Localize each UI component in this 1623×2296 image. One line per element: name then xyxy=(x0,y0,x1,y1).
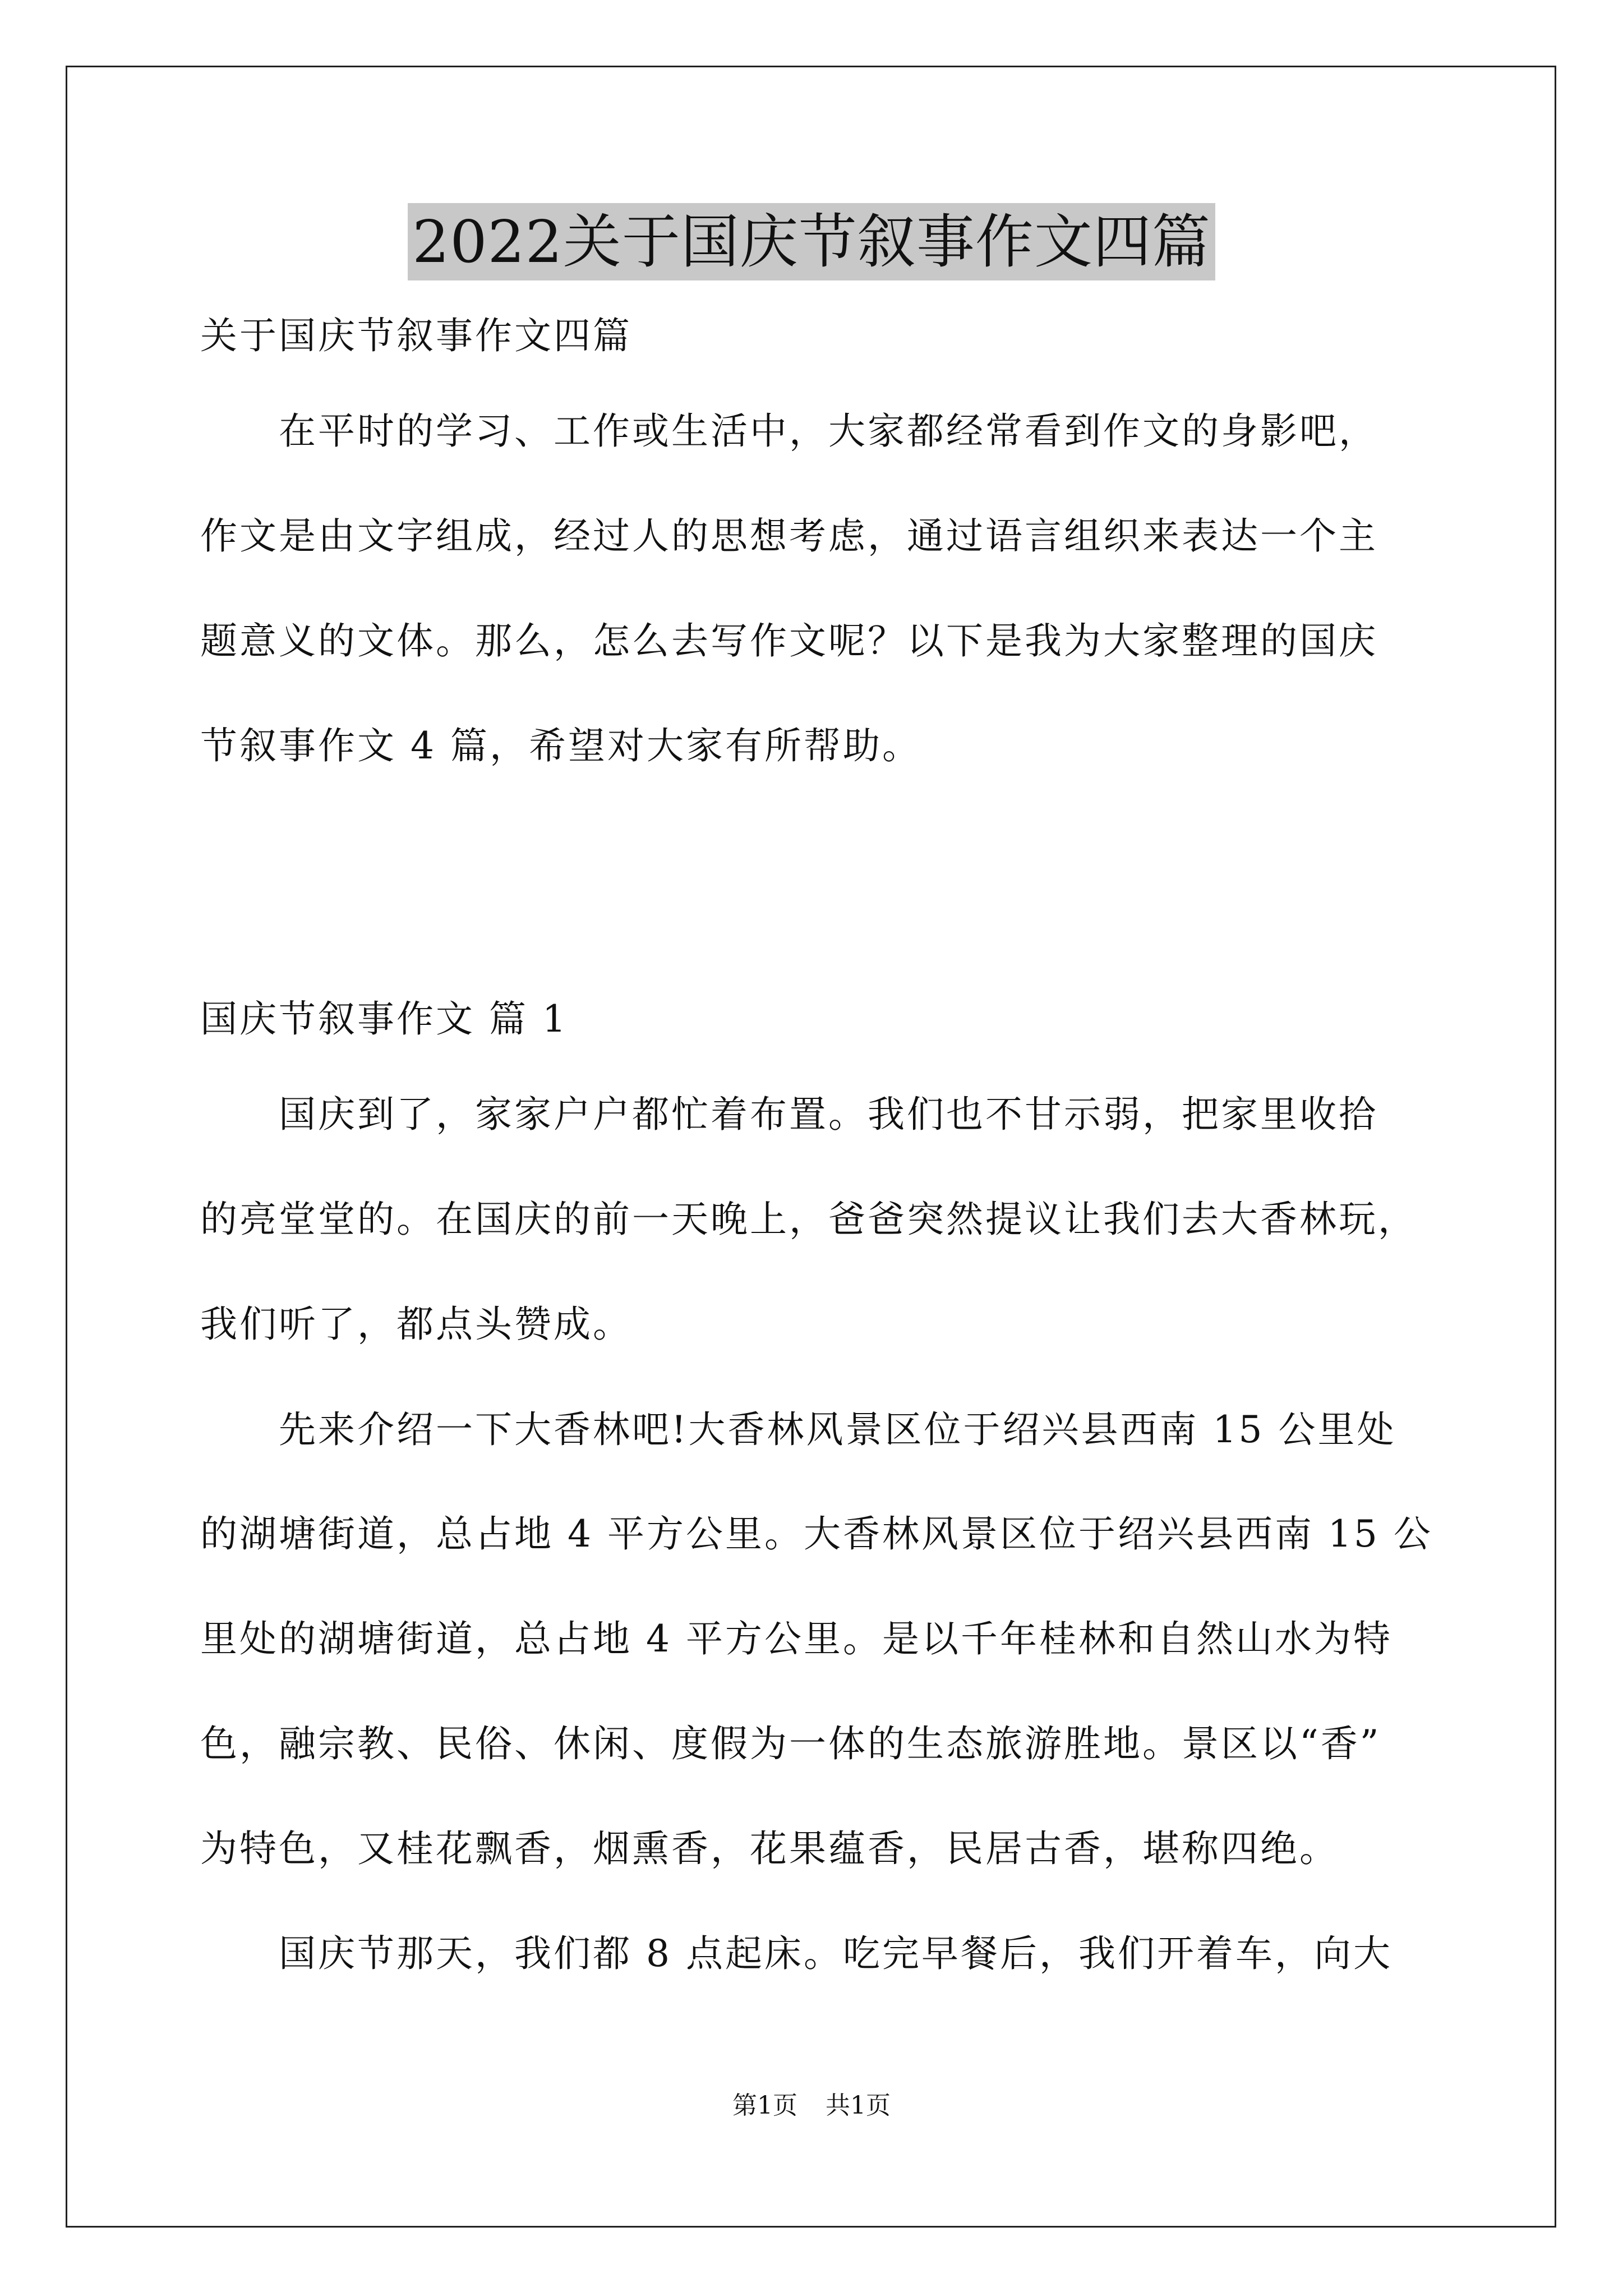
section-line: 里处的湖塘街道，总占地 4 平方公里。是以千年桂林和自然山水为特 xyxy=(200,1617,1393,1660)
document-title: 2022关于国庆节叙事作文四篇 xyxy=(408,203,1215,280)
page-frame xyxy=(66,66,1556,2228)
page-footer xyxy=(0,2091,1623,2120)
section-line: 国庆到了，家家户户都忙着布置。我们也不甘示弱，把家里收拾 xyxy=(200,1093,1378,1136)
intro-line: 作文是由文字组成，经过人的思想考虑，通过语言组织来表达一个主 xyxy=(200,514,1378,558)
section-line: 的亮堂堂的。在国庆的前一天晚上，爸爸突然提议让我们去大香林玩， xyxy=(200,1198,1417,1241)
section-line: 国庆节那天，我们都 8 点起床。吃完早餐后，我们开着车，向大 xyxy=(200,1932,1393,1975)
intro-line: 题意义的文体。那么，怎么去写作文呢？以下是我为大家整理的国庆 xyxy=(200,619,1378,662)
intro-line: 在平时的学习、工作或生活中，大家都经常看到作文的身影吧， xyxy=(200,409,1378,453)
document-subtitle: 关于国庆节叙事作文四篇 xyxy=(200,314,632,357)
page-number-total: 共1页 xyxy=(826,2091,891,2120)
section-line: 色，融宗教、民俗、休闲、度假为一体的生态旅游胜地。景区以“香” xyxy=(200,1722,1381,1765)
section-line: 为特色，又桂花飘香，烟熏香，花果蕴香，民居古香，堪称四绝。 xyxy=(200,1827,1339,1870)
intro-line: 节叙事作文 4 篇，希望对大家有所帮助。 xyxy=(200,724,921,767)
section-line: 先来介绍一下大香林吧!大香林风景区位于绍兴县西南 15 公里处 xyxy=(200,1408,1396,1451)
title-container xyxy=(0,203,1623,280)
section-line: 我们听了，都点头赞成。 xyxy=(200,1303,632,1346)
section-heading: 国庆节叙事作文 篇 1 xyxy=(200,997,568,1041)
page-number-current: 第1页 xyxy=(732,2091,797,2120)
section-line: 的湖塘街道，总占地 4 平方公里。大香林风景区位于绍兴县西南 15 公 xyxy=(200,1512,1433,1556)
